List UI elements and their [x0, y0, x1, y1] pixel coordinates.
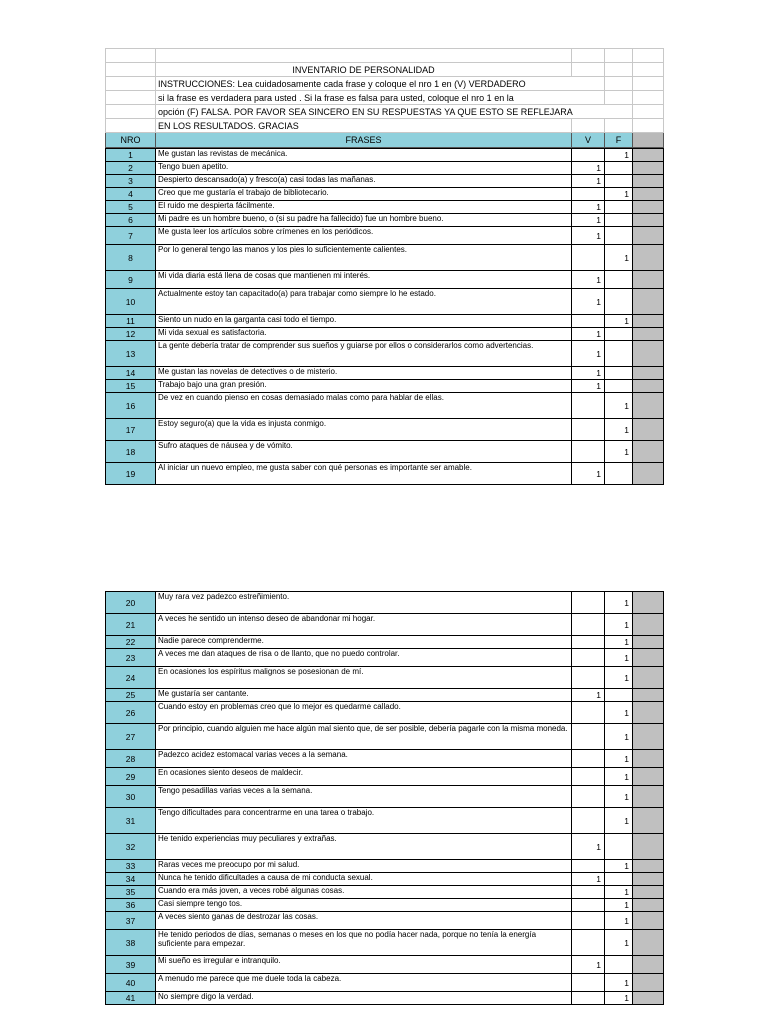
answer-cell-f[interactable] [605, 689, 633, 702]
statement-text: Mi vida sexual es satisfactoria. [156, 328, 572, 341]
answer-cell-v[interactable]: 1 [572, 271, 605, 289]
statement-text: Tengo pesadillas varias veces a la semana. [156, 786, 572, 808]
row-number: 35 [106, 886, 156, 899]
answer-cell-f[interactable]: 1 [605, 592, 633, 614]
answer-cell-f[interactable]: 1 [605, 419, 633, 441]
statement-text: Trabajo bajo una gran presión. [156, 380, 572, 393]
row-number: 12 [106, 328, 156, 341]
header-grid [105, 48, 664, 148]
gray-cell [633, 289, 664, 315]
table-row [106, 227, 664, 245]
answer-cell-v[interactable] [572, 808, 605, 834]
column-header-v: V [572, 133, 605, 148]
answer-cell-v[interactable]: 1 [572, 175, 605, 188]
gray-cell [633, 341, 664, 367]
statement-text: Despierto descansado(a) y fresco(a) casi todas las mañanas. [156, 175, 572, 188]
answer-cell-v[interactable]: 1 [572, 956, 605, 974]
row-number: 38 [106, 930, 156, 956]
table-row [106, 614, 664, 636]
statement-text: Mi vida diaria está llena de cosas que mantienen mi interés. [156, 271, 572, 289]
row-number: 20 [106, 592, 156, 614]
answer-cell-v[interactable]: 1 [572, 201, 605, 214]
row-number: 6 [106, 214, 156, 227]
answer-cell-f[interactable] [605, 367, 633, 380]
answer-cell-f[interactable]: 1 [605, 750, 633, 768]
table-row [106, 341, 664, 367]
gray-cell [633, 463, 664, 485]
answer-cell-f[interactable]: 1 [605, 245, 633, 271]
statement-text: A veces siento ganas de destrozar las cosas. [156, 912, 572, 930]
row-number: 22 [106, 636, 156, 649]
answer-cell-f[interactable]: 1 [605, 786, 633, 808]
row-number: 34 [106, 873, 156, 886]
gray-cell [633, 930, 664, 956]
row-number: 1 [106, 149, 156, 162]
gray-cell [633, 974, 664, 992]
answer-cell-v[interactable] [572, 188, 605, 201]
gray-cell [633, 315, 664, 328]
answer-cell-v[interactable] [572, 614, 605, 636]
gray-cell [633, 786, 664, 808]
gray-cell [633, 992, 664, 1005]
answer-cell-f[interactable]: 1 [605, 393, 633, 419]
table-row [106, 992, 664, 1005]
statement-text: Raras veces me preocupo por mi salud. [156, 860, 572, 873]
answer-cell-v[interactable] [572, 667, 605, 689]
answer-cell-v[interactable] [572, 315, 605, 328]
answer-cell-f[interactable] [605, 289, 633, 315]
answer-cell-v[interactable]: 1 [572, 380, 605, 393]
row-number: 21 [106, 614, 156, 636]
statements-table-1 [105, 148, 664, 485]
row-number: 9 [106, 271, 156, 289]
answer-cell-v[interactable]: 1 [572, 214, 605, 227]
gray-cell [633, 834, 664, 860]
statement-text: El ruido me despierta fácilmente. [156, 201, 572, 214]
gray-cell [633, 441, 664, 463]
answer-cell-v[interactable] [572, 649, 605, 667]
answer-cell-f[interactable] [605, 214, 633, 227]
answer-cell-v[interactable] [572, 724, 605, 750]
row-number: 2 [106, 162, 156, 175]
row-number: 8 [106, 245, 156, 271]
gray-cell [633, 245, 664, 271]
table-row [106, 188, 664, 201]
statement-text: A veces me dan ataques de risa o de llanto, que no puedo controlar. [156, 649, 572, 667]
statement-text: De vez en cuando pienso en cosas demasiado malas como para hablar de ellas. [156, 393, 572, 419]
instructions-line-3: opción (F) FALSA. POR FAVOR SEA SINCERO EN SU RESPUESTAS YA QUE ESTO SE REFLEJARA [156, 105, 633, 119]
statement-text: Me gustaría ser cantante. [156, 689, 572, 702]
statement-text: Cuando estoy en problemas creo que lo mejor es quedarme callado. [156, 702, 572, 724]
answer-cell-f[interactable]: 1 [605, 441, 633, 463]
gray-cell [633, 614, 664, 636]
statement-text: En ocasiones los espíritus malignos se posesionan de mí. [156, 667, 572, 689]
statement-text: Actualmente estoy tan capacitado(a) para trabajar como siempre lo he estado. [156, 289, 572, 315]
answer-cell-f[interactable]: 1 [605, 702, 633, 724]
answer-cell-v[interactable] [572, 592, 605, 614]
gray-cell [633, 768, 664, 786]
answer-cell-v[interactable]: 1 [572, 367, 605, 380]
gray-cell [633, 750, 664, 768]
row-number: 24 [106, 667, 156, 689]
answer-cell-f[interactable] [605, 463, 633, 485]
row-number: 19 [106, 463, 156, 485]
table-row [106, 380, 664, 393]
answer-cell-v[interactable] [572, 245, 605, 271]
row-number: 32 [106, 834, 156, 860]
table-row [106, 886, 664, 899]
gray-cell [633, 419, 664, 441]
answer-cell-f[interactable] [605, 201, 633, 214]
table-row [106, 315, 664, 328]
column-header-frases: FRASES [156, 133, 572, 148]
statement-text: He tenido periodos de días, semanas o meses en los que no podía hacer nada, porque no tenía la energía suficiente para empezar. [156, 930, 572, 956]
row-number: 17 [106, 419, 156, 441]
statement-text: Muy rara vez padezco estreñimiento. [156, 592, 572, 614]
row-number: 31 [106, 808, 156, 834]
table-row [106, 649, 664, 667]
answer-cell-f[interactable]: 1 [605, 886, 633, 899]
table-row [106, 956, 664, 974]
row-number: 36 [106, 899, 156, 912]
statement-text: Estoy seguro(a) que la vida es injusta conmigo. [156, 419, 572, 441]
answer-cell-f[interactable]: 1 [605, 315, 633, 328]
answer-cell-v[interactable] [572, 860, 605, 873]
table-row [106, 636, 664, 649]
instructions-line-2: si la frase es verdadera para usted . Si la frase es falsa para usted, coloque el nro 1 en la [156, 91, 605, 105]
gray-cell [633, 808, 664, 834]
page-title: INVENTARIO DE PERSONALIDAD [156, 63, 572, 77]
answer-cell-v[interactable] [572, 149, 605, 162]
table-row [106, 289, 664, 315]
instructions-line-4: EN LOS RESULTADOS. GRACIAS [156, 119, 572, 133]
answer-cell-v[interactable] [572, 393, 605, 419]
answer-cell-f[interactable]: 1 [605, 649, 633, 667]
table-row [106, 175, 664, 188]
statement-text: A menudo me parece que me duele toda la cabeza. [156, 974, 572, 992]
statement-text: A veces he sentido un intenso deseo de abandonar mi hogar. [156, 614, 572, 636]
gray-cell [633, 667, 664, 689]
table-row [106, 214, 664, 227]
statement-text: He tenido experiencias muy peculiares y extrañas. [156, 834, 572, 860]
table-row [106, 271, 664, 289]
table-row [106, 974, 664, 992]
answer-cell-v[interactable]: 1 [572, 689, 605, 702]
statement-text: Cuando era más joven, a veces robé algunas cosas. [156, 886, 572, 899]
answer-cell-f[interactable] [605, 834, 633, 860]
answer-cell-f[interactable]: 1 [605, 667, 633, 689]
row-number: 29 [106, 768, 156, 786]
table-row [106, 592, 664, 614]
answer-cell-v[interactable] [572, 886, 605, 899]
statement-text: Mi sueño es irregular e intranquilo. [156, 956, 572, 974]
answer-cell-v[interactable]: 1 [572, 834, 605, 860]
answer-cell-f[interactable] [605, 227, 633, 245]
statement-text: En ocasiones siento deseos de maldecir. [156, 768, 572, 786]
gray-cell [633, 188, 664, 201]
answer-cell-f[interactable] [605, 328, 633, 341]
row-number: 5 [106, 201, 156, 214]
answer-cell-f[interactable]: 1 [605, 724, 633, 750]
answer-cell-f[interactable]: 1 [605, 188, 633, 201]
statement-text: Padezco acidez estomacal varias veces a la semana. [156, 750, 572, 768]
gray-cell [633, 912, 664, 930]
statement-text: Me gustan las novelas de detectives o de misterio. [156, 367, 572, 380]
column-header-f: F [605, 133, 633, 148]
table-row [106, 393, 664, 419]
answer-cell-f[interactable] [605, 380, 633, 393]
row-number: 39 [106, 956, 156, 974]
answer-cell-f[interactable]: 1 [605, 149, 633, 162]
statement-text: Sufro ataques de náusea y de vómito. [156, 441, 572, 463]
answer-cell-f[interactable] [605, 271, 633, 289]
statement-text: No siempre digo la verdad. [156, 992, 572, 1005]
table-row [106, 419, 664, 441]
answer-cell-v[interactable] [572, 750, 605, 768]
row-number: 13 [106, 341, 156, 367]
answer-cell-f[interactable]: 1 [605, 808, 633, 834]
gray-cell [633, 724, 664, 750]
answer-cell-v[interactable] [572, 768, 605, 786]
answer-cell-f[interactable] [605, 162, 633, 175]
table-row [106, 930, 664, 956]
gray-cell [633, 956, 664, 974]
answer-cell-v[interactable]: 1 [572, 463, 605, 485]
table-row [106, 834, 664, 860]
row-number: 40 [106, 974, 156, 992]
answer-cell-v[interactable] [572, 930, 605, 956]
row-number: 23 [106, 649, 156, 667]
gray-cell [633, 271, 664, 289]
gray-cell [633, 689, 664, 702]
table-row [106, 441, 664, 463]
row-number: 30 [106, 786, 156, 808]
answer-cell-f[interactable] [605, 175, 633, 188]
row-number: 28 [106, 750, 156, 768]
answer-cell-v[interactable] [572, 899, 605, 912]
table-row [106, 750, 664, 768]
gray-cell [633, 367, 664, 380]
sheet-top [105, 48, 663, 485]
statement-text: Nunca he tenido dificultades a causa de mi conducta sexual. [156, 873, 572, 886]
answer-cell-f[interactable]: 1 [605, 768, 633, 786]
answer-cell-v[interactable] [572, 441, 605, 463]
table-row [106, 786, 664, 808]
answer-cell-v[interactable]: 1 [572, 328, 605, 341]
gray-cell [633, 162, 664, 175]
answer-cell-f[interactable]: 1 [605, 899, 633, 912]
table-row [106, 689, 664, 702]
answer-cell-v[interactable] [572, 912, 605, 930]
answer-cell-v[interactable]: 1 [572, 227, 605, 245]
gray-cell [633, 873, 664, 886]
answer-cell-f[interactable]: 1 [605, 930, 633, 956]
answer-cell-f[interactable]: 1 [605, 992, 633, 1005]
row-number: 14 [106, 367, 156, 380]
row-number: 37 [106, 912, 156, 930]
table-row [106, 149, 664, 162]
answer-cell-v[interactable] [572, 786, 605, 808]
answer-cell-f[interactable] [605, 341, 633, 367]
row-number: 25 [106, 689, 156, 702]
table-row [106, 667, 664, 689]
table-row [106, 860, 664, 873]
answer-cell-v[interactable]: 1 [572, 341, 605, 367]
gray-cell [633, 214, 664, 227]
answer-cell-f[interactable]: 1 [605, 912, 633, 930]
gray-cell [633, 328, 664, 341]
statement-text: Por lo general tengo las manos y los pies lo suficientemente calientes. [156, 245, 572, 271]
row-number: 27 [106, 724, 156, 750]
table-row [106, 873, 664, 886]
gray-cell [633, 899, 664, 912]
table-row [106, 808, 664, 834]
gray-cell [633, 649, 664, 667]
statement-text: Al iniciar un nuevo empleo, me gusta saber con qué personas es importante ser amable. [156, 463, 572, 485]
row-number: 18 [106, 441, 156, 463]
table-row [106, 899, 664, 912]
gray-cell [633, 636, 664, 649]
table-row [106, 768, 664, 786]
sheet-bottom [105, 591, 663, 1005]
answer-cell-f[interactable]: 1 [605, 614, 633, 636]
gray-cell [633, 702, 664, 724]
answer-cell-v[interactable]: 1 [572, 162, 605, 175]
row-number: 16 [106, 393, 156, 419]
instructions-line-1: INSTRUCCIONES: Lea cuidadosamente cada frase y coloque el nro 1 en (V) VERDADERO [156, 77, 605, 91]
row-number: 33 [106, 860, 156, 873]
gray-cell [633, 227, 664, 245]
gray-cell [633, 175, 664, 188]
table-row [106, 724, 664, 750]
statement-text: Tengo buen apetito. [156, 162, 572, 175]
row-number: 26 [106, 702, 156, 724]
answer-cell-f[interactable]: 1 [605, 974, 633, 992]
row-number: 7 [106, 227, 156, 245]
table-row [106, 162, 664, 175]
answer-cell-v[interactable]: 1 [572, 873, 605, 886]
row-number: 15 [106, 380, 156, 393]
gray-cell [633, 860, 664, 873]
statement-text: Creo que me gustaría el trabajo de bibliotecario. [156, 188, 572, 201]
gray-cell [633, 393, 664, 419]
table-row [106, 245, 664, 271]
statement-text: Siento un nudo en la garganta casi todo el tiempo. [156, 315, 572, 328]
table-row [106, 328, 664, 341]
statement-text: Casi siempre tengo tos. [156, 899, 572, 912]
row-number: 10 [106, 289, 156, 315]
gray-cell [633, 201, 664, 214]
statement-text: Tengo dificultades para concentrarme en una tarea o trabajo. [156, 808, 572, 834]
gray-cell [633, 380, 664, 393]
answer-cell-v[interactable] [572, 992, 605, 1005]
statement-text: Nadie parece comprenderme. [156, 636, 572, 649]
answer-cell-v[interactable] [572, 974, 605, 992]
table-row [106, 367, 664, 380]
table-row [106, 463, 664, 485]
column-header-nro: NRO [106, 133, 156, 148]
row-number: 3 [106, 175, 156, 188]
gray-cell [633, 592, 664, 614]
answer-cell-v[interactable] [572, 702, 605, 724]
answer-cell-v[interactable]: 1 [572, 289, 605, 315]
statement-text: La gente debería tratar de comprender sus sueños y guiarse por ellos o considerarlos como advertencias. [156, 341, 572, 367]
gray-cell [633, 886, 664, 899]
table-row [106, 702, 664, 724]
row-number: 41 [106, 992, 156, 1005]
answer-cell-v[interactable] [572, 419, 605, 441]
answer-cell-f[interactable] [605, 873, 633, 886]
answer-cell-f[interactable]: 1 [605, 860, 633, 873]
gray-cell [633, 149, 664, 162]
row-number: 4 [106, 188, 156, 201]
row-number: 11 [106, 315, 156, 328]
answer-cell-v[interactable] [572, 636, 605, 649]
table-row [106, 201, 664, 214]
statement-text: Por principio, cuando alguien me hace algún mal siento que, de ser posible, debería pagarle con la misma moneda. [156, 724, 572, 750]
column-header-row [106, 133, 664, 148]
answer-cell-f[interactable]: 1 [605, 636, 633, 649]
statement-text: Me gustan las revistas de mecánica. [156, 149, 572, 162]
table-row [106, 912, 664, 930]
answer-cell-f[interactable] [605, 956, 633, 974]
statement-text: Me gusta leer los artículos sobre crímenes en los periódicos. [156, 227, 572, 245]
statements-table-2 [105, 591, 664, 1005]
statement-text: Mi padre es un hombre bueno, o (si su padre ha fallecido) fue un hombre bueno. [156, 214, 572, 227]
